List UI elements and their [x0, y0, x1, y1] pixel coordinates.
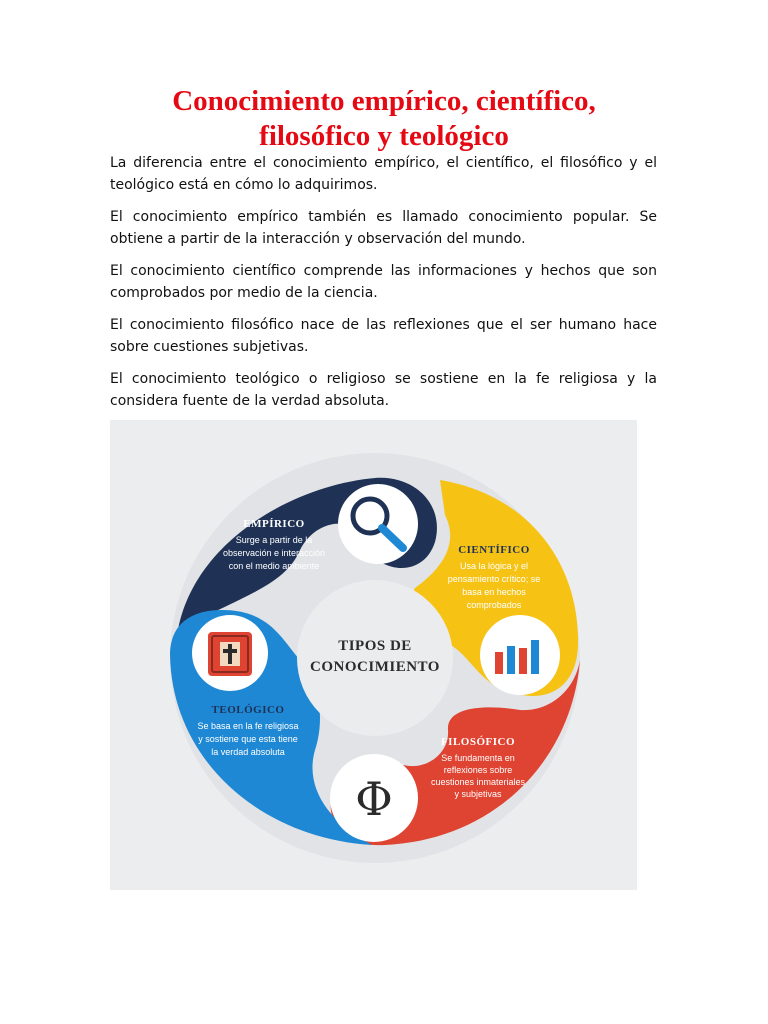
cientifico-line-4: comprobados: [466, 600, 522, 610]
cientifico-heading: CIENTÍFICO: [458, 544, 530, 556]
title-line-1: Conocimiento empírico, científico,: [172, 85, 596, 117]
center-label-line2: CONOCIMIENTO: [310, 659, 440, 675]
paragraph-intro: La diferencia entre el conocimiento empírico, el científico, el filosófico y el teológico está en cómo lo adquirimos.: [110, 155, 657, 193]
cientifico-line-3: basa en hechos: [462, 587, 526, 597]
title-line-2: filosófico y teológico: [259, 120, 509, 152]
bible-icon: [208, 632, 252, 676]
teologico-line-1: Se basa en la fe religiosa: [197, 721, 299, 731]
filosofico-line-2: reflexiones sobre: [443, 765, 513, 775]
knowledge-types-infographic: [110, 420, 637, 890]
filosofico-line-4: y subjetivas: [454, 789, 502, 799]
filosofico-line-3: cuestiones inmateriales: [430, 777, 526, 787]
filosofico-line-1: Se fundamenta en: [441, 753, 515, 763]
empirico-line-3: con el medio ambiente: [228, 561, 320, 571]
paragraph-cientifico: El conocimiento científico comprende las informaciones y hechos que son comprobados por medio de la ciencia.: [110, 263, 657, 301]
empirico-heading: EMPÍRICO: [243, 518, 305, 530]
filosofico-heading: FILOSÓFICO: [440, 736, 516, 748]
phi-icon: Φ: [355, 772, 393, 826]
empirico-line-1: Surge a partir de la: [235, 535, 313, 545]
cientifico-line-1: Usa la lógica y el: [459, 561, 529, 571]
paragraph-filosofico: El conocimiento filosófico nace de las reflexiones que el ser humano hace sobre cuestiones subjetivas.: [110, 317, 657, 355]
empirico-icon-circle: [338, 484, 418, 564]
empirico-line-2: observación e interacción: [222, 548, 326, 558]
paragraph-teologico: El conocimiento teológico o religioso se sostiene en la fe religiosa y la considera fuente de la verdad absoluta.: [110, 371, 657, 409]
teologico-line-2: y sostiene que esta tiene: [198, 734, 298, 744]
teologico-heading: TEOLÓGICO: [211, 704, 285, 716]
page-title: [0, 84, 768, 154]
center-disk: [297, 580, 453, 736]
body-text: [110, 152, 657, 422]
paragraph-empirico: El conocimiento empírico también es llamado conocimiento popular. Se obtiene a partir de la interacción y observación del mundo.: [110, 209, 657, 247]
center-label-line1: TIPOS DE: [338, 638, 412, 654]
cientifico-line-2: pensamiento crítico; se: [447, 574, 541, 584]
teologico-line-3: la verdad absoluta: [211, 747, 285, 757]
